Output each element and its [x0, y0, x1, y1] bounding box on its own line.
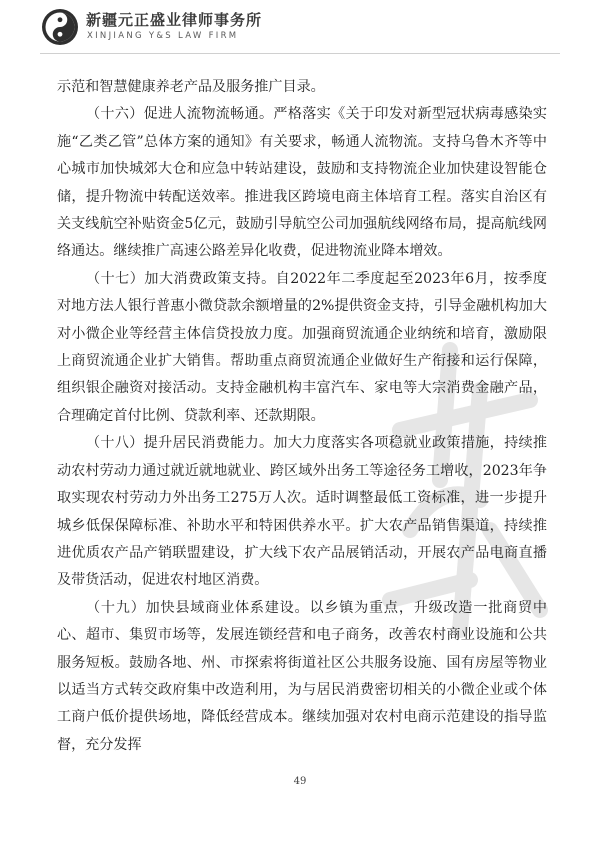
- document-body: [57, 74, 547, 759]
- page-number: 49: [293, 776, 307, 787]
- paragraph-item-19: （十九）加快县域商业体系建设。以乡镇为重点，升级改造一批商贸中心、超市、集贸市场等，发展连锁经营和电子商务，改善农村商业设施和公共服务短板。鼓励各地、州、市探索将街道社区公共服务设施、国有房屋等物业以适当方式转交政府集中改造利用，为与居民消费密切相关的小微企业或个体工商户低价提供场地，降低经营成本。继续加强对农村电商示范建设的指导监督，充分发挥: [57, 599, 547, 753]
- paragraph-item-18: （十八）提升居民消费能力。加大力度落实各项稳就业政策措施，持续推动农村劳动力通过就近就地就业、跨区域外出务工等途径务工增收，2023年争取实现农村劳动力外出务工275万人次。适时调整最低工资标准，进一步提升城乡低保保障标准、补助水平和特困供养水平。扩大农产品销售渠道，持续推进优质农产品产销联盟建设，扩大线下农产品展销活动，开展农产品电商直播及带货活动，促进农村地区消费。: [57, 435, 547, 589]
- paragraph-item-17: （十七）加大消费政策支持。自2022年二季度起至2023年6月，按季度对地方法人银行普惠小微贷款余额增量的2%提供资金支持，引导金融机构加大对小微企业等经营主体信贷投放力度。加强商贸流通企业纳统和培育，激励限上商贸流通企业扩大销售。帮助重点商贸流通企业做好生产衔接和运行保障，组织银企融资对接活动。支持金融机构丰富汽车、家电等大宗消费金融产品，合理确定首付比例、贷款利率、还款期限。: [57, 270, 547, 424]
- paragraph-item-16: （十六）促进人流物流畅通。严格落实《关于印发对新型冠状病毒感染实施“乙类乙管”总体方案的通知》有关要求，畅通人流物流。支持乌鲁木齐等中心城市加快城郊大仓和应急中转站建设，鼓励和支持物流企业加快建设智能仓储，提升物流中转配送效率。推进我区跨境电商主体培育工程。落实自治区有关支线航空补贴资金5亿元，鼓励引导航空公司加强航线网络布局，提高航线网络通达。继续推广高速公路差异化收费，促进物流业降本增效。: [57, 106, 547, 260]
- firm-name-chinese: 新疆元正盛业律师事务所: [86, 11, 263, 29]
- yin-yang-logo-icon: [40, 7, 80, 47]
- paragraph-continuation: 示范和智慧健康养老产品及服务推广目录。: [57, 79, 325, 95]
- firm-name-english: XINJIANG Y&S LAW FIRM: [87, 31, 239, 41]
- header-divider: [40, 53, 560, 54]
- letterhead: [40, 5, 340, 49]
